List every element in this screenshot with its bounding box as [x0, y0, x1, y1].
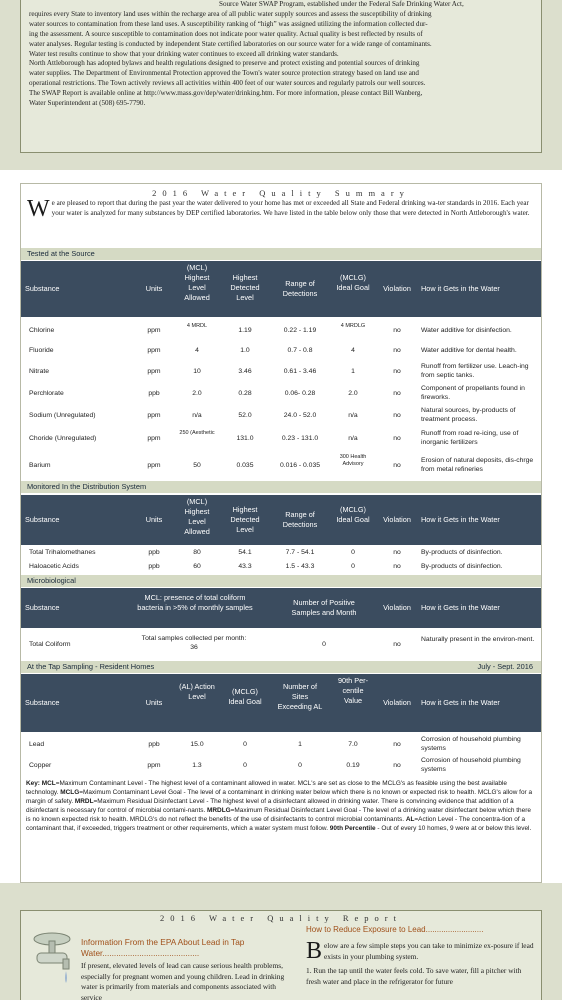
header-cell: Substance — [25, 603, 60, 612]
header-cell: How it Gets in the Water — [421, 698, 500, 707]
cell-positive: 0 — [322, 641, 326, 648]
cell-substance: Haloacetic Acids — [29, 563, 79, 570]
table-row — [21, 427, 541, 451]
cell-sites: 1 — [298, 741, 302, 748]
tap-period: July - Sept. 2016 — [477, 662, 533, 671]
header-cell: Number of Positive Samples and Month — [291, 598, 357, 617]
cell-mcl: 250 (Aesthetic — [179, 430, 215, 436]
cell-substance: Sodium (Unregulated) — [29, 412, 96, 419]
swap-line: Water test results continue to show that your drinking water continues to exceed all drinking water standards. — [29, 49, 339, 58]
key-legend — [21, 778, 541, 835]
header-cell: MCL: presence of total coliform bacteria in >5% of monthly samples — [137, 593, 253, 612]
header-cell: Range of Detections — [282, 510, 318, 529]
cell-range: 7.7 - 54.1 — [285, 549, 315, 556]
cell-range: 0.06- 0.28 — [284, 390, 316, 397]
cell-how: Water additive for disinfection. — [421, 327, 512, 334]
cell-how: Component of propellants found in fireworks. — [421, 385, 525, 401]
cell-units: ppb — [148, 741, 160, 748]
header-cell: Range of Detections — [282, 279, 318, 298]
cell-range: 0.016 - 0.035 — [279, 462, 321, 469]
report-title: 2016 Water Quality Report — [160, 913, 402, 923]
cell-mcl: 60 — [193, 563, 201, 570]
cell-how: By-products of disinfection. — [421, 549, 503, 556]
swap-line: ing the assessment. A source susceptible to contamination does not indicate poor water quality. Actual quality is best reflected by results of — [29, 29, 423, 38]
table-row — [21, 451, 541, 479]
header-cell: Violation — [383, 515, 411, 524]
cell-units: ppm — [147, 762, 161, 769]
cell-substance: Choride (Unregulated) — [29, 435, 97, 442]
cell-mclg: 4 — [351, 347, 355, 354]
cell-substance: Copper — [29, 762, 52, 769]
table-row — [21, 383, 541, 405]
cell-90th: 7.0 — [348, 741, 358, 748]
header-cell: Substance — [25, 284, 60, 293]
cell-range: 0.7 - 0.8 — [287, 347, 313, 354]
table-row — [21, 405, 541, 427]
cell-how: Runoff from road re-icing, use of inorganic fertilizers — [421, 430, 519, 446]
table-row — [21, 361, 541, 383]
cell-violation: no — [393, 741, 401, 748]
key-term: MCLG — [60, 788, 80, 796]
water-quality-report — [20, 910, 542, 1000]
cell-detected: 0.28 — [238, 390, 252, 397]
cell-range: 1.5 - 43.3 — [285, 563, 315, 570]
cell-how: Corrosion of household plumbing systems — [421, 757, 521, 773]
summary-title: 2016 Water Quality Summary — [152, 188, 410, 198]
cell-substance: Total Trihalomethanes — [29, 549, 96, 556]
cell-how: Natural sources, by-products of treatment process. — [421, 407, 516, 423]
cell-mclg: 4 MRDLG — [340, 323, 366, 329]
swap-line: Source Water SWAP Program, established under the Federal Safe Drinking Water Act, — [219, 0, 464, 8]
swap-line: water analyses. Regular testing is conducted by independent State certified laboratories on our source water for a wide range of contaminants. — [29, 39, 432, 48]
header-cell: (MCL) Highest Level Allowed — [184, 497, 210, 536]
header-cell: (MCLG) Ideal Goal — [336, 273, 370, 292]
key-term: MRDL — [74, 797, 94, 805]
table-header-distribution — [21, 495, 541, 545]
summary-intro — [27, 196, 533, 222]
header-cell: Units — [145, 515, 163, 524]
cell-violation: no — [393, 641, 401, 648]
cell-substance: Chlorine — [29, 327, 55, 334]
section-label-micro: Microbiological — [21, 575, 541, 587]
cell-mclg: 300 Health Advisory — [339, 454, 367, 467]
header-cell: Violation — [383, 698, 411, 707]
key-definition: =Maximum Contaminant Level - The highest level of a contaminant allowed in water. MCL's are set as close to the MCLG's as feasible using the best available technology. — [26, 780, 507, 796]
cell-how: Water additive for dental health. — [421, 347, 517, 354]
reduce-dropcap: B — [306, 938, 323, 964]
cell-mcl: 10 — [193, 368, 201, 375]
table-header-micro — [21, 588, 541, 628]
cell-detected: 0.035 — [236, 462, 254, 469]
cell-detected: 43.3 — [238, 563, 252, 570]
cell-mclg: 0 — [243, 762, 247, 769]
header-cell: Highest Detected Level — [230, 505, 260, 534]
cell-substance: Perchlorate — [29, 390, 64, 397]
table-row — [21, 560, 541, 574]
cell-violation: no — [393, 435, 401, 442]
key-definition: - Out of every 10 homes, 9 were at or below this level. — [375, 824, 532, 832]
cell-violation: no — [393, 762, 401, 769]
cell-units: ppb — [148, 390, 160, 397]
header-cell: Units — [145, 284, 163, 293]
cell-how: Naturally present in the environ-ment. — [421, 636, 535, 643]
reduce-step-1: 1. Run the tap until the water feels cold. To save water, fill a pitcher with fresh water and place in the refrigerator for future — [306, 966, 522, 986]
cell-violation: no — [393, 412, 401, 419]
swap-line: requires every State to inventory land uses within the recharge area of all public water supply sources and assess the susceptibility of drinking — [29, 9, 432, 18]
intro-dropcap: W — [27, 196, 50, 222]
cell-mcl: 4 — [195, 347, 199, 354]
swap-line: North Attleborough has adopted bylaws and health regulations designed to preserve and protect existing and potential sources of drinking — [29, 59, 420, 68]
cell-90th: 0.19 — [346, 762, 360, 769]
reduce-text: elow are a few simple steps you can take to minimize ex-posure if lead exists in your plumbing system. — [324, 941, 534, 961]
cell-mcl: n/a — [192, 412, 202, 419]
cell-mcl: 2.0 — [192, 390, 202, 397]
swap-line: operational restrictions. The Town actively reviews all activities within 400 feet of our water sources and regularly patrols our well sources. — [29, 79, 426, 88]
intro-text: e are pleased to report that during the past year the water delivered to your home has met or exceeded all State and Federal drinking wa-ter standards in 2016. Each year your water is analyzed for many substances by DEP certified laboratories. We have listed in the table below only those that were detected in North Attleborough's water. — [51, 199, 530, 217]
cell-range: 24.0 - 52.0 — [283, 412, 317, 419]
cell-violation: no — [393, 327, 401, 334]
cell-units: ppm — [147, 347, 161, 354]
cell-substance: Nitrate — [29, 368, 50, 375]
cell-units: ppb — [148, 563, 160, 570]
key-term: Key: MCL — [26, 780, 56, 787]
cell-substance: Total Coliform — [29, 641, 71, 648]
cell-violation: no — [393, 549, 401, 556]
cell-range: 0.61 - 3.46 — [283, 368, 317, 375]
cell-detected: 131.0 — [236, 435, 254, 442]
header-cell: 90th Per-centile Value — [337, 676, 368, 705]
cell-range: 0.22 - 1.19 — [283, 327, 317, 334]
header-cell: (MCL) Highest Level Allowed — [184, 263, 210, 302]
cell-sites: 0 — [298, 762, 302, 769]
cell-violation: no — [393, 347, 401, 354]
table-header-tap — [21, 674, 541, 732]
cell-range: 0.23 - 131.0 — [281, 435, 319, 442]
header-cell: (MCLG) Ideal Goal — [336, 505, 370, 524]
section-label-distribution: Monitored In the Distribution System — [21, 481, 541, 493]
cell-al: 15.0 — [190, 741, 204, 748]
header-cell: How it Gets in the Water — [421, 603, 500, 612]
swap-text-box — [20, 0, 542, 153]
cell-mcl: 50 — [193, 462, 201, 469]
header-cell: Violation — [383, 284, 411, 293]
key-definition: =Maximum Contaminant Level Goal - The level of a contaminant in drinking water below which there is no known or expected risk to health. MCLG's allow for a margin of safety. — [26, 788, 533, 805]
table-row — [21, 630, 541, 660]
cell-how: Runoff from fertilizer use. Leach-ing from septic tanks. — [421, 363, 529, 379]
cell-mclg: n/a — [348, 412, 358, 419]
cell-units: ppm — [147, 435, 161, 442]
swap-line: Water Superintendent at (508) 695-7790. — [29, 99, 146, 108]
cell-how: By-products of disinfection. — [421, 563, 503, 570]
key-definition: =Maximum Residual Disinfectant Level - The highest level of a disinfectant allowed in drinking water. There is convincing evidence that addition of a disinfectant is necessary for control of microbial contami-nants. — [26, 797, 514, 814]
cell-detected: 1.0 — [240, 347, 250, 354]
swap-line: water sources to contamination from these land uses. A susceptibility ranking of “high” was assigned utilizing the information collected dur- — [29, 19, 428, 28]
table-row — [21, 321, 541, 341]
cell-detected: 3.46 — [238, 368, 252, 375]
cell-mclg: 2.0 — [348, 390, 358, 397]
key-term: AL — [405, 815, 415, 823]
key-term: MRDLG — [207, 806, 231, 814]
key-definition: =Action Level - The concentra-tion of a contaminant that, if exceeded, triggers treatment or other requirements, which a water system must follow. — [26, 815, 526, 832]
key-definition: =Maximum Residual Disinfectant Level Goal - The level of a drinking water disinfectant below which there is no known expected risk to health. MRDLG's do not reflect the benefits of the use of disinfectants to control microbial contaminants. — [26, 806, 531, 823]
faucet-icon — [27, 929, 77, 984]
cell-mclg: 1 — [351, 368, 355, 375]
reduce-heading: How to Reduce Exposure to Lead.......................... — [306, 925, 484, 934]
header-cell: Substance — [25, 515, 60, 524]
key-term: 90th Percentile — [329, 824, 376, 832]
cell-units: ppm — [147, 327, 161, 334]
table-header-source — [21, 261, 541, 317]
cell-mclg: 0 — [351, 563, 355, 570]
cell-violation: no — [393, 462, 401, 469]
lead-heading: Information From the EPA About Lead in Tap Water.......................................... — [81, 937, 245, 958]
cell-units: ppm — [147, 412, 161, 419]
table-row — [21, 341, 541, 361]
cell-mclg: 0 — [351, 549, 355, 556]
reduce-body — [306, 938, 536, 987]
cell-mclg: n/a — [348, 435, 358, 442]
header-cell: (AL) Action Level — [179, 682, 215, 701]
header-cell: How it Gets in the Water — [421, 515, 500, 524]
cell-detected: 1.19 — [238, 327, 252, 334]
cell-units: ppm — [147, 368, 161, 375]
cell-al: 1.3 — [192, 762, 202, 769]
cell-substance: Lead — [29, 741, 45, 748]
header-cell: How it Gets in the Water — [421, 284, 500, 293]
cell-detected: 54.1 — [238, 549, 252, 556]
top-band — [0, 0, 562, 170]
header-cell: Highest Detected Level — [230, 273, 260, 302]
section-label-source: Tested at the Source — [21, 248, 541, 260]
cell-detected: 52.0 — [238, 412, 252, 419]
swap-line: water supplies. The Department of Environmental Protection approved the Town's water source protection strategy based on land use and — [29, 69, 419, 78]
cell-units: ppm — [147, 462, 161, 469]
cell-substance: Fluoride — [29, 347, 54, 354]
swap-line: The SWAP Report is available online at http://www.mass.gov/dep/water/drinking.htm. For more information, please contact Bill Wanberg, — [29, 89, 423, 98]
cell-violation: no — [393, 563, 401, 570]
table-row — [21, 734, 541, 756]
cell-how: Corrosion of household plumbing systems — [421, 736, 521, 752]
header-cell: (MCLG) Ideal Goal — [228, 687, 262, 706]
cell-mcl: 80 — [193, 549, 201, 556]
table-row — [21, 546, 541, 560]
table-row — [21, 756, 541, 776]
cell-mcl: 4 MRDL — [186, 323, 208, 329]
header-cell: Units — [145, 698, 163, 707]
cell-mcl: Total samples collected per month: 36 — [141, 635, 247, 651]
header-cell: Substance — [25, 698, 60, 707]
cell-violation: no — [393, 390, 401, 397]
cell-substance: Barium — [29, 462, 51, 469]
section-label-tap — [21, 661, 541, 673]
tap-label: At the Tap Sampling - Resident Homes — [27, 662, 155, 671]
header-cell: Violation — [383, 603, 411, 612]
lead-body: If present, elevated levels of lead can cause serious health problems, especially for pregnant women and young children. Lead in drinking water is primarily from materials and components associated with service — [81, 961, 285, 1002]
cell-violation: no — [393, 368, 401, 375]
header-cell: Number of Sites Exceeding AL — [277, 682, 323, 711]
cell-units: ppb — [148, 549, 160, 556]
water-quality-summary — [20, 183, 542, 883]
cell-how: Erosion of natural deposits, dis-chrge from metal refineries — [421, 457, 534, 473]
cell-mclg: 0 — [243, 741, 247, 748]
